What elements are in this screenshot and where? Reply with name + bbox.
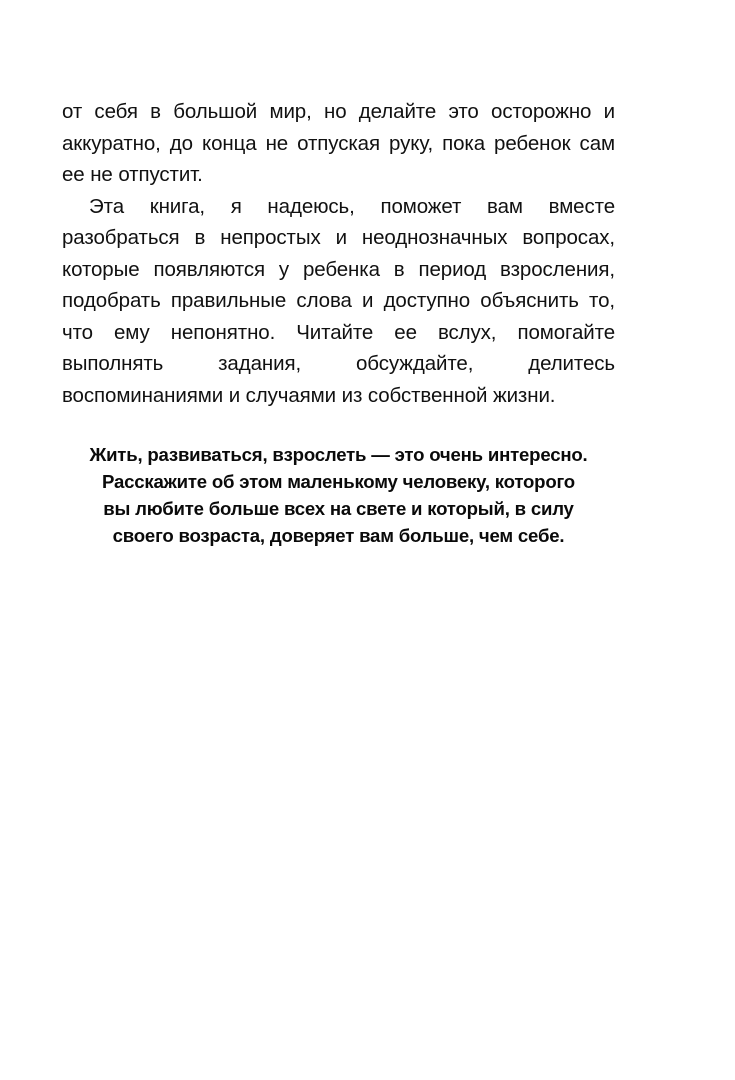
closing-line: Жить, развиваться, взрослеть — это очень интересно. <box>89 444 588 465</box>
paragraph-about-book: Эта книга, я надеюсь, поможет вам вместе разобраться в непростых и неоднозначных вопросах, которые появляются у ребенка в период взросления, подобрать правильные слова и доступно объяснить то, что ему непонятно. Читайте ее вслух, помогайте выполнять задания, обсуждайте, делитесь воспоминаниями и случаями из собственной жизни. <box>62 194 615 407</box>
closing-statement <box>62 441 615 549</box>
closing-line: Расскажите об этом маленькому человеку, которого <box>102 471 575 492</box>
page-text-column <box>62 96 615 549</box>
closing-line: своего возраста, доверяет вам больше, чем себе. <box>112 525 565 546</box>
paragraph-continuation: от себя в большой мир, но делайте это осторожно и аккуратно, до конца не отпуская руку, пока ребенок сам ее не отпустит. <box>62 100 615 186</box>
closing-line: вы любите больше всех на свете и который, в силу <box>103 498 574 519</box>
